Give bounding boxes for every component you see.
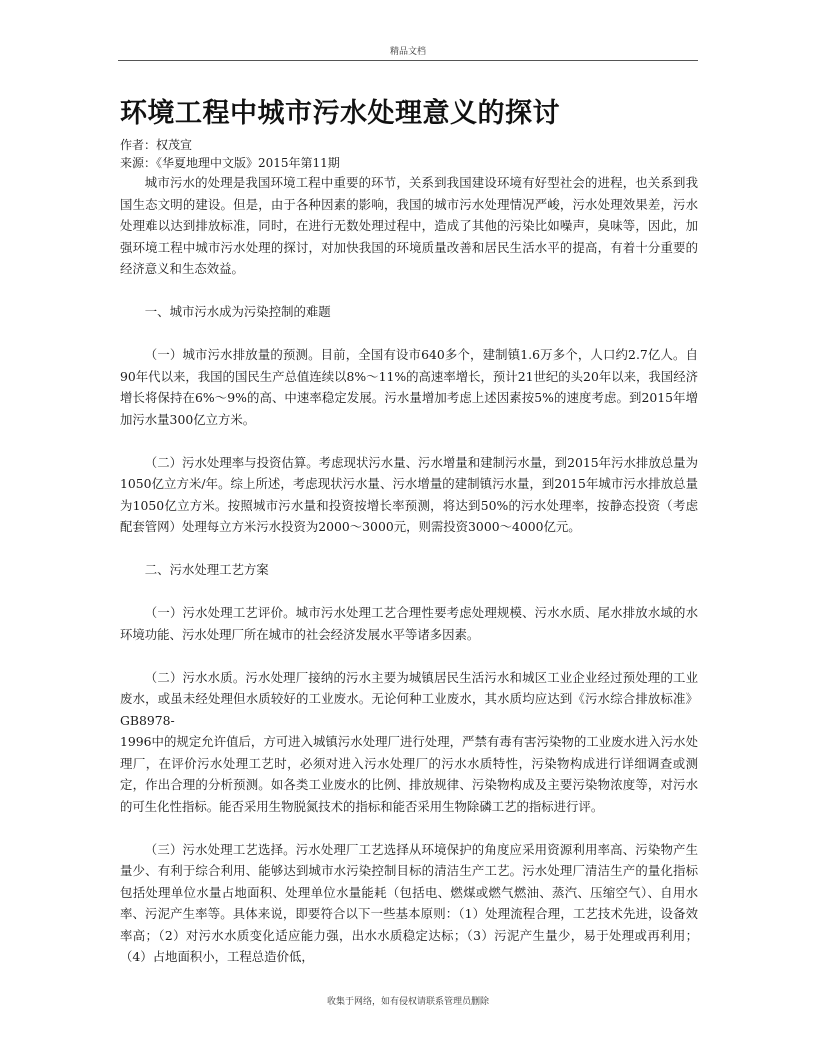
page-header: 精品文档 bbox=[389, 47, 426, 57]
spacer bbox=[120, 430, 698, 452]
document-body bbox=[120, 92, 698, 968]
page-footer: 收集于网络，如有侵权请联系管理员删除 bbox=[326, 997, 489, 1007]
section2-paragraph-3: （三）污水处理工艺选择。污水处理厂工艺选择从环境保护的角度应采用资源利用率高、污染物产生量少、有利于综合利用、能够达到城市水污染控制目标的清洁生产工艺。污水处理厂清洁生产的量化指标包括处理单位水量占地面积、处理单位水量能耗（包括电、燃煤或燃气燃油、蒸汽、压缩空气）、自用水率、污泥产生率等。具体来说，即要符合以下一些基本原则：（1）处理流程合理，工艺技术先进，设备效率高；（2）对污水水质变化适应能力强，出水水质稳定达标；（3）污泥产生量少，易于处理或再利用；（4）占地面积小，工程总造价低， bbox=[120, 841, 698, 964]
section1-paragraph-1: （一）城市污水排放量的预测。目前，全国有设市640多个，建制镇1.6万多个，人口约2.7亿人。自90年代以来，我国的国民生产总值连续以8%～11%的高速率增长，预计21世纪的头20年以来，我国经济增长将保持在6%～9%的高、中速率稳定发展。污水量增加考虑上述因素按5%的速度考虑。到2015年增加污水量300亿立方米。 bbox=[120, 347, 698, 427]
spacer bbox=[120, 581, 698, 603]
section2-paragraph-2a: （二）污水水质。污水处理厂接纳的污水主要为城镇居民生活污水和城区工业企业经过预处理的工业废水，或虽未经处理但水质较好的工业废水。无论何种工业废水，其水质均应达到《污水综合排放标准》GB8978- bbox=[120, 669, 698, 728]
spacer bbox=[120, 280, 698, 302]
header-divider bbox=[118, 60, 698, 61]
author-line: 作者：权茂宣 bbox=[120, 138, 193, 152]
section-heading-1: 一、城市污水成为污染控制的难题 bbox=[144, 304, 331, 319]
spacer bbox=[120, 538, 698, 560]
intro-paragraph: 城市污水的处理是我国环境工程中重要的环节，关系到我国建设环境有好型社会的进程，也关系到我国生态文明的建设。但是，由于各种因素的影响，我国的城市污水处理情况严峻，污水处理效果差，污水处理难以达到排放标准，同时，在进行无数处理过程中，造成了其他的污染比如噪声，臭味等，因此，加强环境工程中城市污水处理的探讨，对加快我国的环境质量改善和居民生活水平的提高，有着十分重要的经济意义和生态效益。 bbox=[120, 175, 698, 276]
spacer bbox=[120, 645, 698, 667]
spacer bbox=[120, 323, 698, 345]
section2-paragraph-2b: 1996中的规定允许值后，方可进入城镇污水处理厂进行处理，严禁有毒有害污染物的工业废水进入污水处理厂，在评价污水处理工艺时，必须对进入污水处理厂的污水水质特性，污染物构成进行详细调查或测定，作出合理的分析预测。如各类工业废水的比例、排放规律、污染物构成及主要污染物浓度等，对污水的可生化性指标。能否采用生物脱氮技术的指标和能否采用生物除磷工艺的指标进行评。 bbox=[120, 734, 698, 814]
document-title: 环境工程中城市污水处理意义的探讨 bbox=[120, 98, 560, 129]
section1-paragraph-2: （二）污水处理率与投资估算。考虑现状污水量、污水增量和建制污水量，到2015年污水排放总量为1050亿立方米/年。综上所述，考虑现状污水量、污水增量的建制镇污水量，到2015年城市污水排放总量为1050亿立方米。按照城市污水量和投资按增长率预测，将达到50%的污水处理率，按静态投资（考虑配套管网）处理每立方米污水投资为2000～3000元，则需投资3000～4000亿元。 bbox=[120, 454, 698, 534]
spacer bbox=[120, 817, 698, 839]
source-line: 来源：《华夏地理中文版》2015年第11期 bbox=[120, 156, 340, 170]
section2-paragraph-1: （一）污水处理工艺评价。城市污水处理工艺合理性要考虑处理规模、污水水质、尾水排放水域的水环境功能、污水处理厂所在城市的社会经济发展水平等诸多因素。 bbox=[120, 605, 698, 642]
section-heading-2: 二、污水处理工艺方案 bbox=[144, 562, 269, 577]
